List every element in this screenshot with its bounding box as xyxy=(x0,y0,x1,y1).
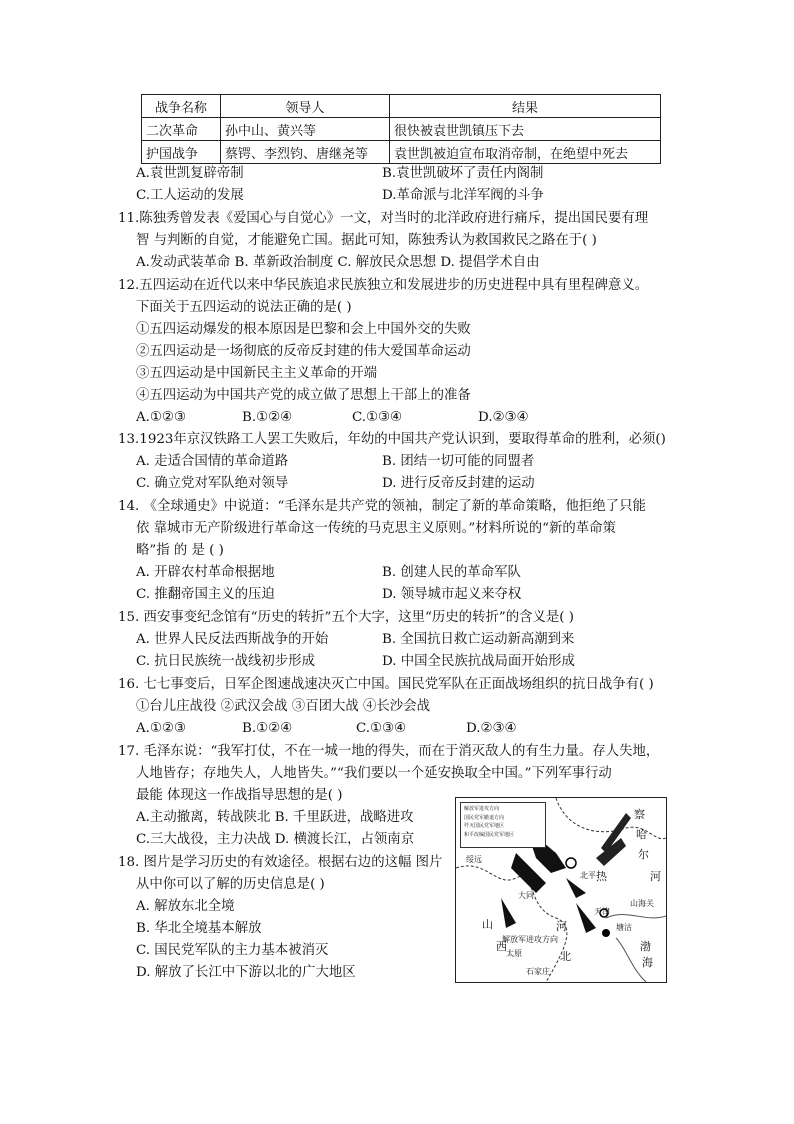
q14-option-a[interactable]: A. 开辟农村革命根据地 xyxy=(136,565,275,580)
q17-options-ab[interactable]: A.主动撤离，转战陕北 B. 千里跃进，战略进攻 xyxy=(136,810,414,825)
q14-option-d[interactable]: D. 领导城市起义来夺权 xyxy=(382,587,522,602)
q16-option-a[interactable]: A.①②③ xyxy=(136,721,186,736)
pingjin-campaign-map xyxy=(455,797,667,983)
map-label: 天津 xyxy=(594,907,610,916)
q11-options[interactable]: A.发动武装革命 B. 革新政治制度 C. 解放民众思想 D. 提倡学术自由 xyxy=(136,255,540,270)
q12-statement-2: ②五四运动是一场彻底的反帝反封建的伟大爱国革命运动 xyxy=(136,344,471,359)
q12-statement-1: ①五四运动爆发的根本原因是巴黎和会上中国外交的失败 xyxy=(136,322,471,337)
q16-option-d[interactable]: D.②③④ xyxy=(466,721,517,736)
q14-option-c[interactable]: C. 推翻帝国主义的压迫 xyxy=(136,587,275,602)
q12-stem-line1: 12.五四运动在近代以来中华民族追求民族独立和发展进步的历史进程中具有里程碑意义。 xyxy=(118,278,649,293)
q15-option-d[interactable]: D. 中国全民族抗战局面开始形成 xyxy=(382,654,575,669)
q13-option-b[interactable]: B. 团结一切可能的同盟者 xyxy=(382,454,535,469)
table-cell: 蔡锷、李烈钧、唐继尧等 xyxy=(221,141,390,164)
q13-option-c[interactable]: C. 确立党对军队绝对领导 xyxy=(136,476,289,491)
table-header: 领导人 xyxy=(221,95,390,118)
table-cell: 孙中山、黄兴等 xyxy=(221,118,390,141)
table-header-row xyxy=(142,95,661,118)
q12-statement-4: ④五四运动为中国共产党的成立做了思想上干部上的准备 xyxy=(136,388,471,403)
q15-option-b[interactable]: B. 全国抗日救亡运动新高潮到来 xyxy=(382,632,575,647)
q12-option-c[interactable]: C.①③④ xyxy=(352,410,403,425)
q17-stem-line1: 17. 毛泽东说：“我军打仗，不在一城一地的得失，而在于消灭敌人的有生力量。存人失地， xyxy=(118,744,660,759)
q13-option-a[interactable]: A. 走适合国情的革命道路 xyxy=(136,454,289,469)
q12-statement-3: ③五四运动是中国新民主主义革命的开端 xyxy=(136,366,378,381)
q12-option-b[interactable]: B.①②④ xyxy=(242,410,293,425)
map-label: 山 xyxy=(482,918,493,931)
q14-stem-line2: 依 靠城市无产阶级进行革命这一传统的马克思主义原则。”材料所说的“新的革命策 xyxy=(136,521,616,536)
q17-stem-line3: 最能 体现这一作战指导思想的是( ) xyxy=(136,788,343,803)
q13-stem: 13.1923年京汉铁路工人罢工失败后，年幼的中国共产党认识到，要取得革命的胜利，必须() xyxy=(118,432,666,447)
q14-stem-line3: 略”指 的 是 ( ) xyxy=(136,543,224,558)
map-label: 尔 xyxy=(638,848,649,861)
map-label: 热 xyxy=(596,870,607,883)
map-label: 河 xyxy=(556,920,567,933)
map-label: 察 xyxy=(634,808,645,821)
q17-options-cd[interactable]: C.三大战役，主力决战 D. 横渡长江，占领南京 xyxy=(136,832,415,847)
q18-option-c[interactable]: C. 国民党军队的主力基本被消灭 xyxy=(136,943,329,958)
table-cell: 袁世凯被迫宣布取消帝制，在绝望中死去 xyxy=(390,141,661,164)
q14-stem-line1: 14. 《全球通史》中说道：“毛泽东是共产党的领袖，制定了新的革命策略，他拒绝了只能 xyxy=(118,499,646,514)
q15-stem: 15. 西安事变纪念馆有“历史的转折”五个大字，这里“历史的转折”的含义是( ) xyxy=(118,610,574,625)
map-label: 大同 xyxy=(518,891,534,900)
map-label: 哈 xyxy=(636,828,647,841)
map-label: 河 xyxy=(650,870,661,883)
q10-option-c[interactable]: C.工人运动的发展 xyxy=(136,188,244,203)
legend-item: 歼灭国民党军地区 xyxy=(464,823,505,829)
table-header: 结果 xyxy=(390,95,661,118)
q15-option-c[interactable]: C. 抗日民族统一战线初步形成 xyxy=(136,654,315,669)
q18-option-a[interactable]: A. 解放东北全境 xyxy=(136,899,235,914)
q18-stem-line2: 从中你可以了解的历史信息是( ) xyxy=(136,877,325,892)
legend-item: 解放军进攻方向 xyxy=(464,806,500,812)
table-header: 战争名称 xyxy=(142,95,221,118)
map-label: 太原 xyxy=(506,949,522,958)
table-row xyxy=(142,118,661,141)
map-label: 渤 xyxy=(640,940,651,953)
map-label: 海 xyxy=(642,956,653,969)
q17-stem-line2: 人地皆存；存地失人，人地皆失。”“我们要以一个延安换取全中国。”下列军事行动 xyxy=(136,766,612,781)
q14-option-b[interactable]: B. 创建人民的革命军队 xyxy=(382,565,521,580)
map-label: 绥远 xyxy=(466,855,482,864)
map-label: 石家庄 xyxy=(526,967,550,976)
q13-option-d[interactable]: D. 进行反帝反封建的运动 xyxy=(382,476,535,491)
q12-option-d[interactable]: D.②③④ xyxy=(478,410,529,425)
q18-option-d[interactable]: D. 解放了长江中下游以北的广大地区 xyxy=(136,965,356,980)
q12-option-a[interactable]: A.①②③ xyxy=(136,410,186,425)
map-label: 解放军进攻方向 xyxy=(502,935,558,944)
q16-statements: ①台儿庄战役 ②武汉会战 ③百团大战 ④长沙会战 xyxy=(136,699,430,714)
q11-stem-line1: 11.陈独秀曾发表《爱国心与自觉心》一文，对当时的北洋政府进行痛斥，提出国民要有理 xyxy=(118,211,649,226)
war-table xyxy=(141,94,661,164)
q16-stem: 16. 七七事变后，日军企图速战速决灭亡中国。国民党军队在正面战场组织的抗日战争有( ) xyxy=(118,677,654,692)
q18-option-b[interactable]: B. 华北全境基本解放 xyxy=(136,921,262,936)
table-cell: 护国战争 xyxy=(142,141,221,164)
legend-item: 和平改编国民党军地区 xyxy=(464,831,515,838)
q12-stem-line2: 下面关于五四运动的说法正确的是( ) xyxy=(136,300,352,315)
q11-stem-line2: 智 与判断的自觉，才能避免亡国。据此可知，陈独秀认为救国救民之路在于( ) xyxy=(136,233,597,248)
map-label: 山海关 xyxy=(630,899,654,908)
q18-stem-line1: 18. 图片是学习历史的有效途径。根据右边的这幅 图片 xyxy=(118,855,443,870)
q10-option-d[interactable]: D.革命派与北洋军阀的斗争 xyxy=(382,188,544,203)
map-label: 北平 xyxy=(580,871,596,880)
map-legend xyxy=(460,802,546,848)
q10-option-b[interactable]: B.袁世凯破坏了责任内阁制 xyxy=(382,166,544,181)
table-cell: 很快被袁世凯镇压下去 xyxy=(390,118,661,141)
legend-item: 国民党军撤退方向 xyxy=(464,814,505,821)
map-label: 塘沽 xyxy=(616,923,632,932)
q16-option-b[interactable]: B.①②④ xyxy=(242,721,293,736)
table-row xyxy=(142,141,661,164)
map-label: 北 xyxy=(560,950,571,963)
map-label: 西 xyxy=(496,940,507,953)
q16-option-c[interactable]: C.①③④ xyxy=(356,721,407,736)
q10-option-a[interactable]: A.袁世凯复辟帝制 xyxy=(136,166,244,181)
table-cell: 二次革命 xyxy=(142,118,221,141)
q15-option-a[interactable]: A. 世界人民反法西斯战争的开始 xyxy=(136,632,329,647)
